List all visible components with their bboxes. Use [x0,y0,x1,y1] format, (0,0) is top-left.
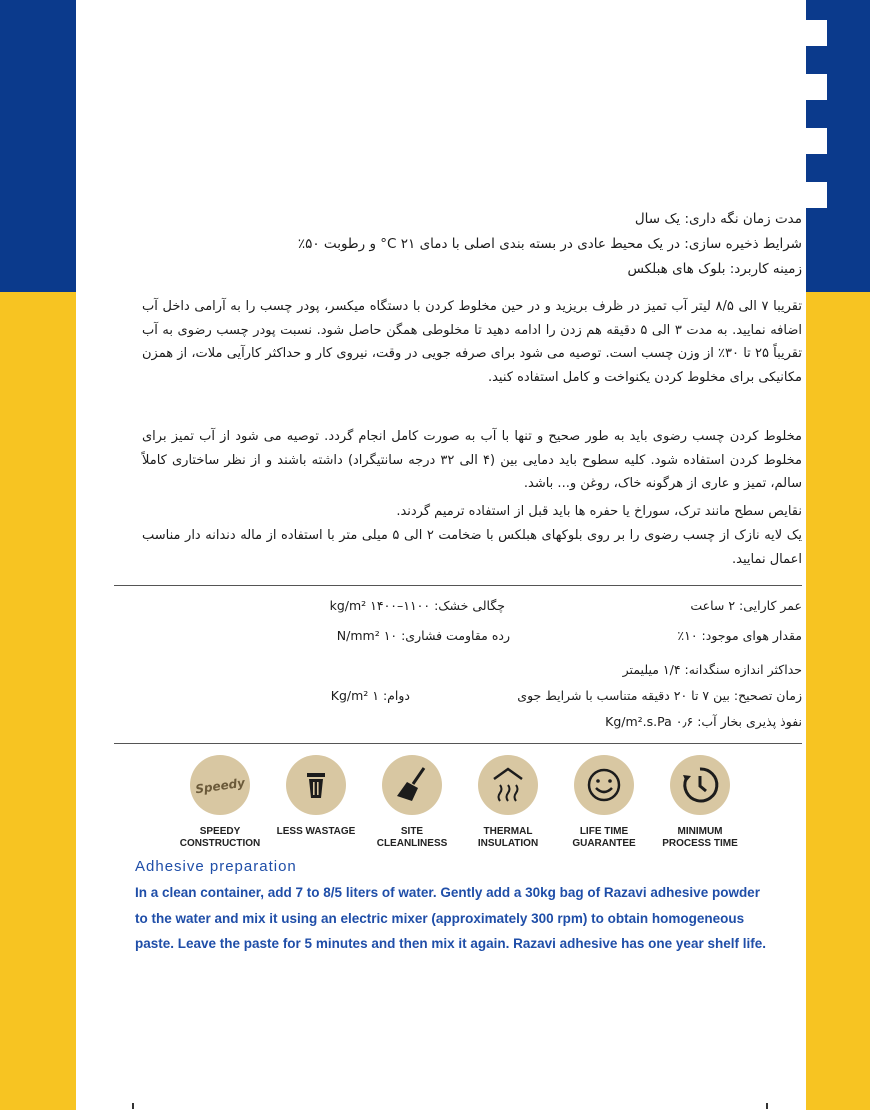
spec-vapour: نفوذ پذیری بخار آب: Kg/m².s.Pa ۰٫۶ [605,714,802,729]
crop-mark [766,1103,768,1109]
icon-label: THERMAL INSULATION [477,826,539,849]
icon-label: SPEEDY CONSTRUCTION [179,826,261,849]
storage-conditions-line: شرایط ذخیره سازی: در یک محیط عادی در بسته بندی اصلی با دمای ۲۱ C° و رطوبت ۵۰٪ [297,236,802,252]
speedy-icon [190,755,250,815]
preparation-paragraph: In a clean container, add 7 to 8/5 liters of water. Gently add a 30kg bag of Razavi adhesive powder to the water and mix it using an electric mixer (approximately 300 rpm) to obtain homogeneous paste. Leave the paste for 5 minutes and then mix it again. Razavi adhesive has one year shelf life. [135,885,766,951]
icon-label: SITE CLEANLINESS [376,826,448,849]
band-notch [806,20,827,46]
spec-dry-density: چگالی خشک: kg/m² ۱۴۰۰–۱۱۰۰ [329,598,505,613]
icon-label: LESS WASTAGE [276,826,356,837]
left-yellow-band [0,292,76,1110]
clock-icon [670,755,730,815]
spec-working-life: عمر کارایی: ۲ ساعت [690,598,802,613]
spec-correction-time: زمان تصحیح: بین ۷ تا ۲۰ دقیقه متناسب با شرایط جوی [517,688,802,703]
spec-max-aggregate: حداکثر اندازه سنگدانه: ۱/۴ میلیمتر [622,662,802,677]
instruction-paragraph: تقریبا ۷ الی ۸/۵ لیتر آب تمیز در ظرف بریزید و در حین مخلوط کردن با دستگاه میکسر، پودر چسب را به آرامی داخل آب اضافه نمایید. به مدت ۳ الی ۵ دقیقه هم زدن را ادامه دهید تا مخلوطی همگن حاصل شود. نسبت پودر چسب رضوی به آب تقریباً ۲۵ تا ۳۰٪ از وزن چسب است. توصیه می شود برای صرفه جویی در وقت، نیروی کار و حداکثر کارآیی ملات، از همزن مکانیکی برای مخلوط کردن یکنواخت و کامل استفاده کنید. [142,299,802,385]
instruction-paragraph: یک لایه نازک از چسب رضوی را بر روی بلوکهای هبلکس با ضخامت ۲ الی ۵ میلی متر با استفاده از ماله دندانه دار مناسب اعمال نمایید. [142,528,802,567]
icon-label: MINIMUM PROCESS TIME [662,826,738,849]
instruction-paragraph: مخلوط کردن چسب رضوی باید به طور صحیح و تنها با آب به صورت کامل انجام گردد. توصیه می شود از آب تمیز برای مخلوط کردن استفاده شود. کلیه سطوح باید دمایی بین (۴ الی ۳۲ درجه سانتیگراد) داشته باشند و از نظر ساختاری کاملاً سالم، تمیز و عاری از هرگونه خاک، روغن و... باشد. [142,429,802,491]
speedy-logo-text: Speedy [194,775,246,797]
spec-durability: دوام: Kg/m² ۱ [330,688,410,703]
smiley-icon [574,755,634,815]
left-blue-band [0,0,76,292]
crop-mark [132,1103,134,1109]
shelf-life-line: مدت زمان نگه داری: یک سال [634,211,802,227]
band-notch [806,74,827,100]
band-notch [806,182,827,208]
right-yellow-band [806,292,870,1110]
section-heading: Adhesive preparation [135,858,297,875]
application-field-line: زمینه کاربرد: بلوک های هبلکس [627,261,802,277]
spec-air-content: مقدار هوای موجود: ۱۰٪ [677,628,802,643]
divider [114,743,802,744]
divider [114,585,802,586]
icon-label: LIFE TIME GUARANTEE [572,826,636,849]
thermal-icon [478,755,538,815]
broom-icon [382,755,442,815]
instruction-paragraph: نقایص سطح مانند ترک، سوراخ یا حفره ها باید قبل از استفاده ترمیم گردند. [396,504,802,519]
spec-compressive: رده مقاومت فشاری: N/mm² ۱۰ [336,628,510,643]
band-notch [806,128,827,154]
trash-icon [286,755,346,815]
